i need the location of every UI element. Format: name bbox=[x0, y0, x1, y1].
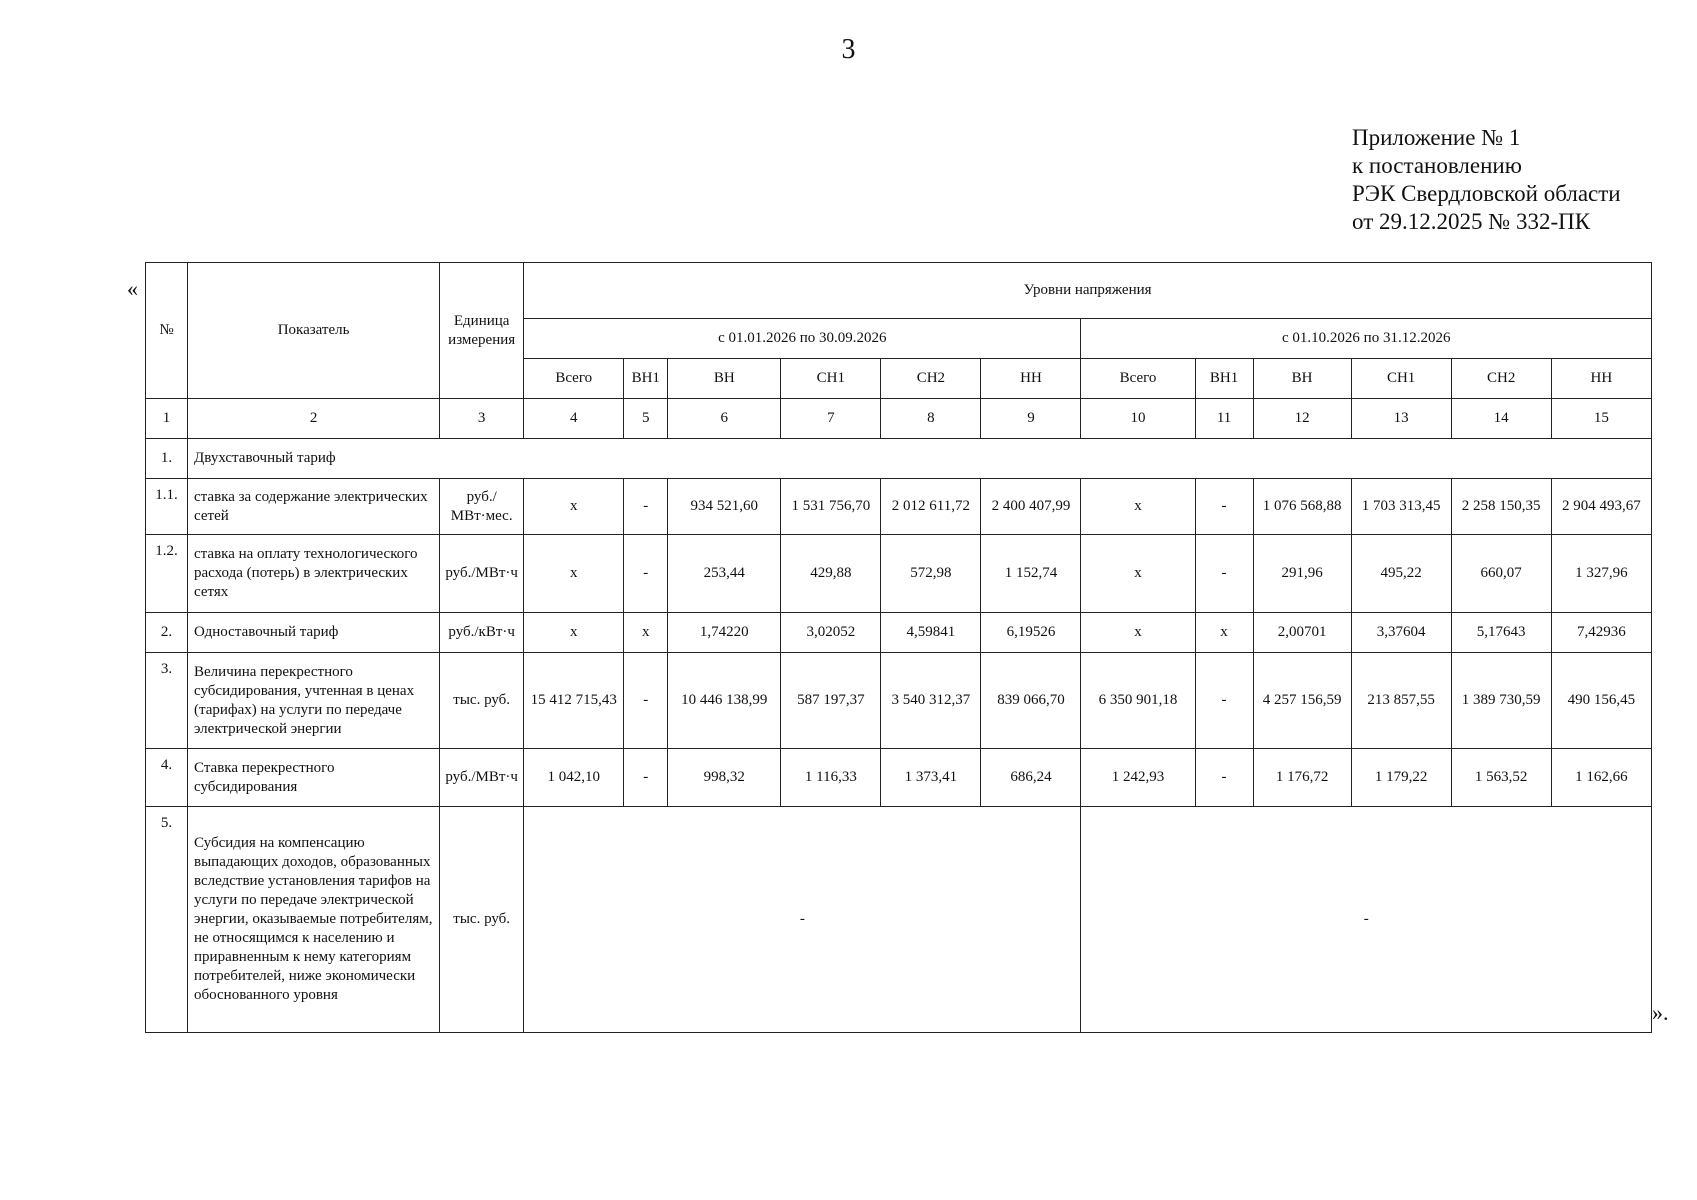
table-cell: - bbox=[624, 535, 668, 613]
row-number: 1.1. bbox=[146, 479, 188, 535]
table-cell: 1 076 568,88 bbox=[1253, 479, 1351, 535]
row-number: 4. bbox=[146, 749, 188, 807]
table-cell: 1 162,66 bbox=[1551, 749, 1651, 807]
column-number: 7 bbox=[781, 399, 881, 439]
table-cell: - bbox=[624, 749, 668, 807]
closing-quote: ». bbox=[1652, 1000, 1669, 1025]
table-cell: 1,74220 bbox=[668, 613, 781, 653]
table-cell: 490 156,45 bbox=[1551, 653, 1651, 749]
table-cell: 1 703 313,45 bbox=[1351, 479, 1451, 535]
header-vn1: ВН1 bbox=[1195, 359, 1253, 399]
column-number: 6 bbox=[668, 399, 781, 439]
table-cell: - bbox=[1195, 749, 1253, 807]
table-cell: 6,19526 bbox=[981, 613, 1081, 653]
table-cell: 213 857,55 bbox=[1351, 653, 1451, 749]
header-num: № bbox=[146, 263, 188, 399]
table-cell: 2 400 407,99 bbox=[981, 479, 1081, 535]
table-cell: х bbox=[1081, 479, 1195, 535]
table-cell: 1 179,22 bbox=[1351, 749, 1451, 807]
row-label: ставка за содержание электрических сетей bbox=[188, 479, 440, 535]
table-cell: 2 904 493,67 bbox=[1551, 479, 1651, 535]
table-cell: х bbox=[1195, 613, 1253, 653]
header-total: Всего bbox=[524, 359, 624, 399]
table-cell: х bbox=[624, 613, 668, 653]
table-cell: - bbox=[624, 653, 668, 749]
table-cell: 3 540 312,37 bbox=[881, 653, 981, 749]
table-cell: 5,17643 bbox=[1451, 613, 1551, 653]
row-unit: руб./кВт·ч bbox=[440, 613, 524, 653]
table-cell: 2,00701 bbox=[1253, 613, 1351, 653]
opening-quote: « bbox=[127, 276, 138, 301]
table-cell: 1 563,52 bbox=[1451, 749, 1551, 807]
column-number: 4 bbox=[524, 399, 624, 439]
table-cell: - bbox=[1195, 535, 1253, 613]
header-sn1: СН1 bbox=[1351, 359, 1451, 399]
row-label: ставка на оплату технологического расхода (потерь) в электрических сетях bbox=[188, 535, 440, 613]
row-label: Величина перекрестного субсидирования, учтенная в ценах (тарифах) на услуги по передаче электрической энергии bbox=[188, 653, 440, 749]
group-label: Двухставочный тариф bbox=[188, 439, 1652, 479]
table-cell: 15 412 715,43 bbox=[524, 653, 624, 749]
table-cell: х bbox=[1081, 613, 1195, 653]
appendix-line-3: РЭК Свердловской области bbox=[1352, 181, 1621, 206]
table-cell: 1 242,93 bbox=[1081, 749, 1195, 807]
appendix-line-4: от 29.12.2025 № 332-ПК bbox=[1352, 209, 1591, 234]
appendix-line-2: к постановлению bbox=[1352, 153, 1522, 178]
table-cell: 660,07 bbox=[1451, 535, 1551, 613]
column-number: 8 bbox=[881, 399, 981, 439]
table-cell: 291,96 bbox=[1253, 535, 1351, 613]
table-cell: 4 257 156,59 bbox=[1253, 653, 1351, 749]
table-cell: 4,59841 bbox=[881, 613, 981, 653]
header-sn2: СН2 bbox=[1451, 359, 1551, 399]
table-cell: 3,02052 bbox=[781, 613, 881, 653]
column-number: 3 bbox=[440, 399, 524, 439]
table-cell: 1 327,96 bbox=[1551, 535, 1651, 613]
header-vn: ВН bbox=[668, 359, 781, 399]
table-cell: 253,44 bbox=[668, 535, 781, 613]
table-cell: 10 446 138,99 bbox=[668, 653, 781, 749]
row-unit: руб./МВт·ч bbox=[440, 749, 524, 807]
table-row bbox=[146, 653, 1652, 749]
header-nn: НН bbox=[1551, 359, 1651, 399]
row-number: 1. bbox=[146, 439, 188, 479]
table-cell: 1 176,72 bbox=[1253, 749, 1351, 807]
table-cell: 1 531 756,70 bbox=[781, 479, 881, 535]
table-row bbox=[146, 479, 1652, 535]
group-row-two-rate-tariff bbox=[146, 439, 1652, 479]
table-cell: х bbox=[1081, 535, 1195, 613]
column-number: 14 bbox=[1451, 399, 1551, 439]
table-cell: - bbox=[1195, 479, 1253, 535]
column-number: 13 bbox=[1351, 399, 1451, 439]
row-number: 5. bbox=[146, 807, 188, 1033]
row-number: 3. bbox=[146, 653, 188, 749]
appendix-heading bbox=[1352, 124, 1621, 236]
header-period-2: с 01.10.2026 по 31.12.2026 bbox=[1081, 319, 1652, 359]
table-cell: 1 116,33 bbox=[781, 749, 881, 807]
row-unit: руб./МВт·мес. bbox=[440, 479, 524, 535]
table-row bbox=[146, 807, 1652, 1033]
table-cell: 7,42936 bbox=[1551, 613, 1651, 653]
header-nn: НН bbox=[981, 359, 1081, 399]
column-number: 5 bbox=[624, 399, 668, 439]
header-indicator: Показатель bbox=[188, 263, 440, 399]
table-cell: 1 373,41 bbox=[881, 749, 981, 807]
table-cell: 1 152,74 bbox=[981, 535, 1081, 613]
table-cell: 429,88 bbox=[781, 535, 881, 613]
row-number: 2. bbox=[146, 613, 188, 653]
table-cell: х bbox=[524, 535, 624, 613]
row-label: Ставка перекрестного субсидирования bbox=[188, 749, 440, 807]
column-number: 10 bbox=[1081, 399, 1195, 439]
row-unit: тыс. руб. bbox=[440, 807, 524, 1033]
table-row bbox=[146, 749, 1652, 807]
column-number: 1 bbox=[146, 399, 188, 439]
merged-cell-period-2: - bbox=[1081, 807, 1652, 1033]
table-cell: 1 042,10 bbox=[524, 749, 624, 807]
column-number-row bbox=[146, 399, 1652, 439]
row-unit: тыс. руб. bbox=[440, 653, 524, 749]
table-cell: 998,32 bbox=[668, 749, 781, 807]
table-row bbox=[146, 613, 1652, 653]
appendix-line-1: Приложение № 1 bbox=[1352, 125, 1521, 150]
row-number: 1.2. bbox=[146, 535, 188, 613]
header-vn: ВН bbox=[1253, 359, 1351, 399]
table-cell: 686,24 bbox=[981, 749, 1081, 807]
table-cell: х bbox=[524, 613, 624, 653]
column-number: 11 bbox=[1195, 399, 1253, 439]
header-total: Всего bbox=[1081, 359, 1195, 399]
column-number: 15 bbox=[1551, 399, 1651, 439]
page-number: 3 bbox=[841, 34, 856, 65]
table-cell: 1 389 730,59 bbox=[1451, 653, 1551, 749]
row-label: Одноставочный тариф bbox=[188, 613, 440, 653]
table-cell: 572,98 bbox=[881, 535, 981, 613]
table-cell: 2 258 150,35 bbox=[1451, 479, 1551, 535]
table-cell: 839 066,70 bbox=[981, 653, 1081, 749]
table-cell: - bbox=[1195, 653, 1253, 749]
column-number: 2 bbox=[188, 399, 440, 439]
row-label: Субсидия на компенсацию выпадающих доходов, образованных вследствие установления тарифов на услуги по передаче электрической энергии, оказываемые потребителям, не относящимся к населению и приравненным к нему категориям потребителей, ниже экономически обоснованного уровня bbox=[188, 807, 440, 1033]
tariff-table bbox=[145, 262, 1652, 1033]
merged-cell-period-1: - bbox=[524, 807, 1081, 1033]
table-cell: 6 350 901,18 bbox=[1081, 653, 1195, 749]
table-cell: х bbox=[524, 479, 624, 535]
table-cell: 587 197,37 bbox=[781, 653, 881, 749]
header-unit: Единица измерения bbox=[440, 263, 524, 399]
table-cell: 495,22 bbox=[1351, 535, 1451, 613]
table-cell: 3,37604 bbox=[1351, 613, 1451, 653]
row-unit: руб./МВт·ч bbox=[440, 535, 524, 613]
table-cell: 934 521,60 bbox=[668, 479, 781, 535]
header-sn1: СН1 bbox=[781, 359, 881, 399]
column-number: 9 bbox=[981, 399, 1081, 439]
table-row bbox=[146, 535, 1652, 613]
header-period-1: с 01.01.2026 по 30.09.2026 bbox=[524, 319, 1081, 359]
table-cell: - bbox=[624, 479, 668, 535]
table-cell: 2 012 611,72 bbox=[881, 479, 981, 535]
header-vn1: ВН1 bbox=[624, 359, 668, 399]
header-sn2: СН2 bbox=[881, 359, 981, 399]
header-voltage-levels: Уровни напряжения bbox=[524, 263, 1652, 319]
column-number: 12 bbox=[1253, 399, 1351, 439]
